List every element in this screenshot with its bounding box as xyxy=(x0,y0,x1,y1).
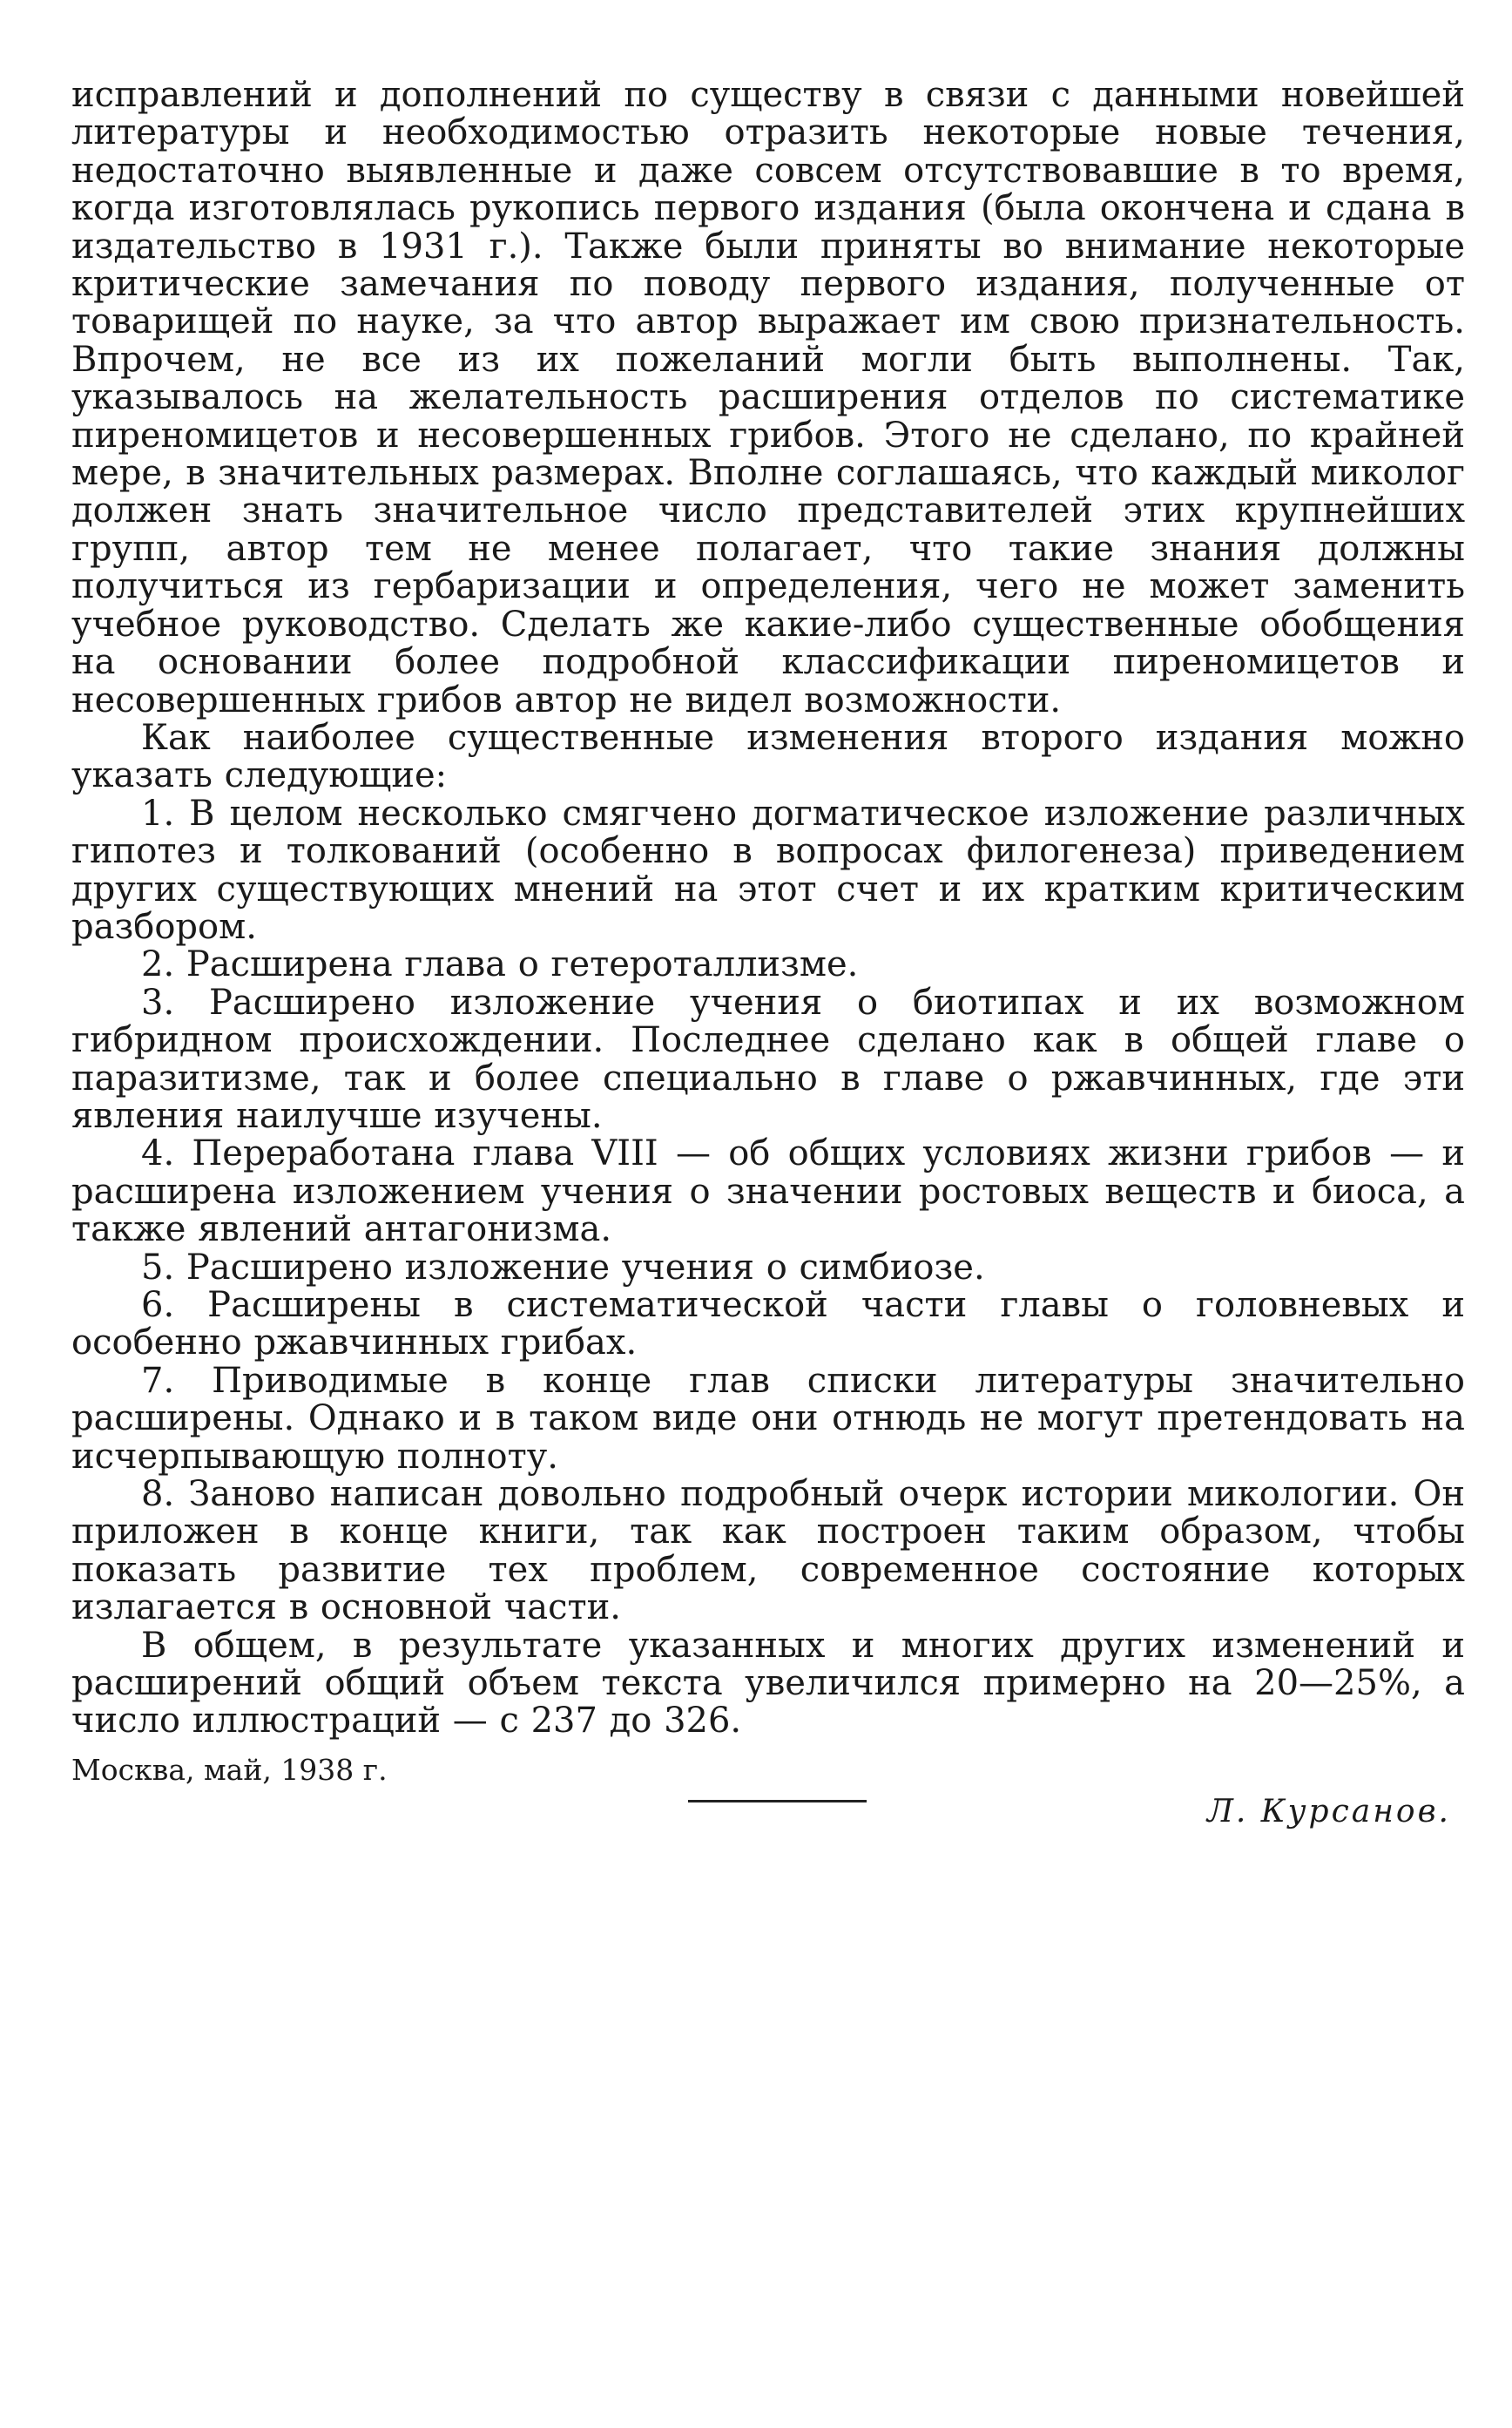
change-item-6: 6. Расширены в систематической части главы о головневых и особенно ржавчинных грибах. xyxy=(71,1285,1465,1363)
change-item-3: 3. Расширено изложение учения о биотипах и их возможном гибридном происхождении. Последнее сделано как в общей главе о паразитизме, так и более специально в главе о ржавчинных, где эти явления наилучше изучены. xyxy=(71,982,1465,1136)
change-item-1: 1. В целом несколько смягчено догматическое изложение различных гипотез и толкований (особенно в вопросах филогенеза) приведением других существующих мнений на этот счет и их кратким критическим разбором. xyxy=(71,793,1465,947)
change-item-2: 2. Расширена глава о гетероталлизме. xyxy=(141,944,859,985)
end-divider xyxy=(688,1800,867,1802)
summary-paragraph: В общем, в результате указанных и многих других изменений и расширений общий объем текста увеличился примерно на 20—25%, а число иллюстраций — с 237 до 326. xyxy=(71,1625,1465,1742)
change-item-8: 8. Заново написан довольно подробный очерк истории микологии. Он приложен в конце книги, так как построен таким образом, чтобы показать развитие тех проблем, современное состояние которых излагается в основной части. xyxy=(71,1474,1465,1628)
change-item-4: 4. Переработана глава VIII — об общих условиях жизни грибов — и расширена изложением учения о значении ростовых веществ и биоса, а также явлений антагонизма. xyxy=(71,1133,1465,1250)
signoff xyxy=(71,1753,1465,1836)
author-signature: Л. Курсанов. xyxy=(1206,1793,1451,1829)
body-paragraph-continuation: исправлений и дополнений по существу в связи с данными новейшей литературы и необходимостью отразить некоторые новые течения, недостаточно выявленные и даже совсем отсутствовавшие в то время, когда изготовлялась рукопись первого издания (была окончена и сдана в издательство в 1931 г.). Также были приняты во внимание некоторые критические замечания по поводу первого издания, полученные от товарищей по науке, за что автор выражает им свою признательность. Впрочем, не все из их пожеланий могли быть выполнены. Так, указывалось на желательность расширения отделов по систематике пиреномицетов и несовершенных грибов. Этого не сделано, по крайней мере, в значительных размерах. Вполне соглашаясь, что каждый миколог должен знать значительное число представителей этих крупнейших групп, автор тем не менее полагает, что такие знания должны получиться из гербаризации и определения, чего не может заменить учебное руководство. Сделать же какие-либо существенные обобщения на основании более подробной классификации пиреномицетов и несовершенных грибов автор не видел возможности. xyxy=(71,75,1465,720)
change-item-7: 7. Приводимые в конце глав списки литературы значительно расширены. Однако и в таком виде они отнюдь не могут претендовать на исчерпывающую полноту. xyxy=(71,1360,1465,1477)
change-item-5: 5. Расширено изложение учения о симбиозе. xyxy=(141,1247,985,1288)
place-date: Москва, май, 1938 г. xyxy=(71,1752,388,1787)
preface-page xyxy=(71,77,1465,1836)
changes-intro-paragraph: Как наиболее существенные изменения второго издания можно указать следующие: xyxy=(71,717,1465,796)
